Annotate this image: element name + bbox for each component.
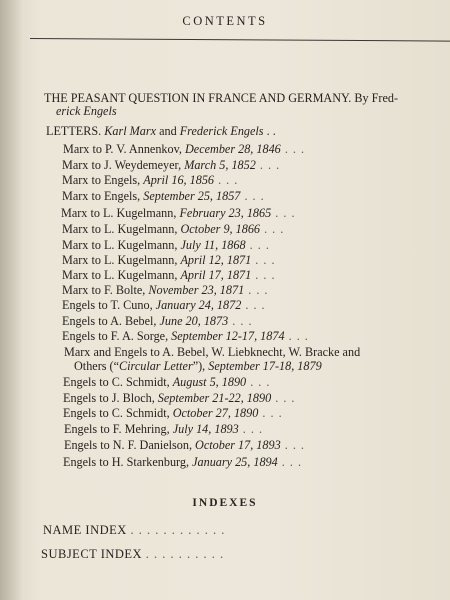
letter-date: April 12, 1871 xyxy=(180,253,252,267)
leader-dots: . . . xyxy=(241,298,266,312)
letter-date: September 12-17, 1874 xyxy=(171,329,285,343)
name-index-label: NAME INDEX xyxy=(43,523,127,537)
running-title: CONTENTS xyxy=(182,14,268,28)
letter-correspondents: Engels to N. F. Danielson, xyxy=(64,438,192,452)
letter-correspondents: Marx to L. Kugelmann, xyxy=(62,268,178,282)
letter-correspondents: Marx to L. Kugelmann, xyxy=(62,222,178,236)
letter-correspondents: Marx to L. Kugelmann, xyxy=(61,206,177,220)
leader-dots: . . . xyxy=(255,158,281,172)
letter-entry xyxy=(63,406,283,420)
subject-index-label: SUBJECT INDEX xyxy=(41,547,143,561)
letters-author-engels: Frederick Engels xyxy=(179,124,264,138)
circular-letter-title: Circular Letter xyxy=(119,359,193,373)
leader-dots: . . . xyxy=(280,142,306,156)
leader-dots: . . . xyxy=(238,422,264,436)
letter-correspondents: Engels to T. Cuno, xyxy=(62,298,153,312)
subject-index-entry xyxy=(41,547,224,562)
letter-date: June 20, 1873 xyxy=(159,314,229,328)
letter-correspondents: Engels to F. A. Sorge, xyxy=(62,329,169,343)
leader-dots: . . . xyxy=(271,206,296,220)
letter-correspondents: Marx to F. Bolte, xyxy=(62,283,146,297)
circular-letter-suffix: ”), xyxy=(192,359,206,373)
leader-dots: . . . xyxy=(228,314,253,328)
peasant-question-text: THE PEASANT QUESTION IN FRANCE AND GERMANY. By Fred- xyxy=(44,91,399,105)
leader-dots: . . . xyxy=(240,189,265,203)
letter-entry xyxy=(63,455,302,469)
letter-date: January 25, 1894 xyxy=(192,455,278,469)
leader-dots: . . . xyxy=(244,283,269,297)
leader-dots: . . xyxy=(266,124,276,138)
letter-correspondents: Marx to J. Weydemeyer, xyxy=(62,158,182,172)
leader-dots: . . . xyxy=(277,455,303,469)
indexes-heading: INDEXES xyxy=(192,497,258,509)
letter-date: July 14, 1893 xyxy=(172,422,239,436)
letter-correspondents: Marx to Engels, xyxy=(62,173,141,187)
leader-dots: . . . xyxy=(258,406,283,420)
leader-dots: . . . xyxy=(260,222,285,236)
letter-entry xyxy=(64,438,305,452)
leader-dots: . . . xyxy=(251,253,276,267)
letter-correspondents: Engels to C. Schmidt, xyxy=(63,406,170,420)
leader-dots: . . . xyxy=(251,268,276,282)
leader-dots: . . . . . . . . . . . . xyxy=(130,523,226,537)
letters-conjunction: and xyxy=(159,124,177,138)
leader-dots: . . . xyxy=(271,391,296,405)
leader-dots: . . . . . . . . . . xyxy=(145,547,225,561)
leader-dots: . . . xyxy=(246,375,271,389)
letter-correspondents: Marx to L. Kugelmann, xyxy=(62,253,178,267)
leader-dots: . . . xyxy=(284,329,309,343)
leader-dots: . . . xyxy=(280,438,305,452)
letter-correspondents: Engels to F. Mehring, xyxy=(64,422,170,436)
letter-date: January 24, 1872 xyxy=(155,298,242,312)
letter-date: July 11, 1868 xyxy=(180,238,246,252)
letters-title: LETTERS. xyxy=(46,124,102,138)
letter-correspondents: Engels to C. Schmidt, xyxy=(63,375,170,389)
name-index-entry xyxy=(43,523,225,538)
letters-author-marx: Karl Marx xyxy=(104,124,157,138)
circular-letter-prefix: Others (“ xyxy=(74,359,120,373)
letter-date: October 17, 1893 xyxy=(195,438,281,452)
leader-dots: . . . xyxy=(245,238,270,252)
letter-correspondents: Engels to J. Bloch, xyxy=(63,391,155,405)
letter-date: September 21-22, 1890 xyxy=(157,391,272,405)
leader-dots: . . . xyxy=(214,173,239,187)
letter-date: November 23, 1871 xyxy=(148,283,245,297)
letter-date: August 5, 1890 xyxy=(172,375,247,389)
letter-date: March 5, 1852 xyxy=(184,158,256,172)
letter-date: April 17, 1871 xyxy=(180,268,252,282)
circular-letter-date: September 17-18, 1879 xyxy=(208,359,322,373)
letter-entry xyxy=(64,422,263,436)
letter-date: February 23, 1865 xyxy=(179,206,272,220)
letter-correspondents: Engels to H. Starkenburg, xyxy=(63,455,190,469)
circular-letter-recipients: Marx and Engels to A. Bebel, W. Liebknecht, W. Bracke and xyxy=(64,345,361,359)
letter-date: October 9, 1866 xyxy=(180,222,261,236)
letter-date: April 16, 1856 xyxy=(143,173,215,187)
letter-entry xyxy=(63,375,270,389)
letter-entry xyxy=(63,391,295,405)
letter-correspondents: Marx to L. Kugelmann, xyxy=(62,238,178,252)
letter-correspondents: Marx to P. V. Annenkov, xyxy=(63,142,182,156)
letter-date: October 27, 1890 xyxy=(172,406,259,420)
letter-correspondents: Engels to A. Bebel, xyxy=(62,314,157,328)
letter-date: December 28, 1846 xyxy=(185,142,281,156)
letter-date: September 25, 1857 xyxy=(143,189,241,203)
peasant-question-author: erick Engels xyxy=(56,104,117,118)
letter-correspondents: Marx to Engels, xyxy=(62,189,141,203)
